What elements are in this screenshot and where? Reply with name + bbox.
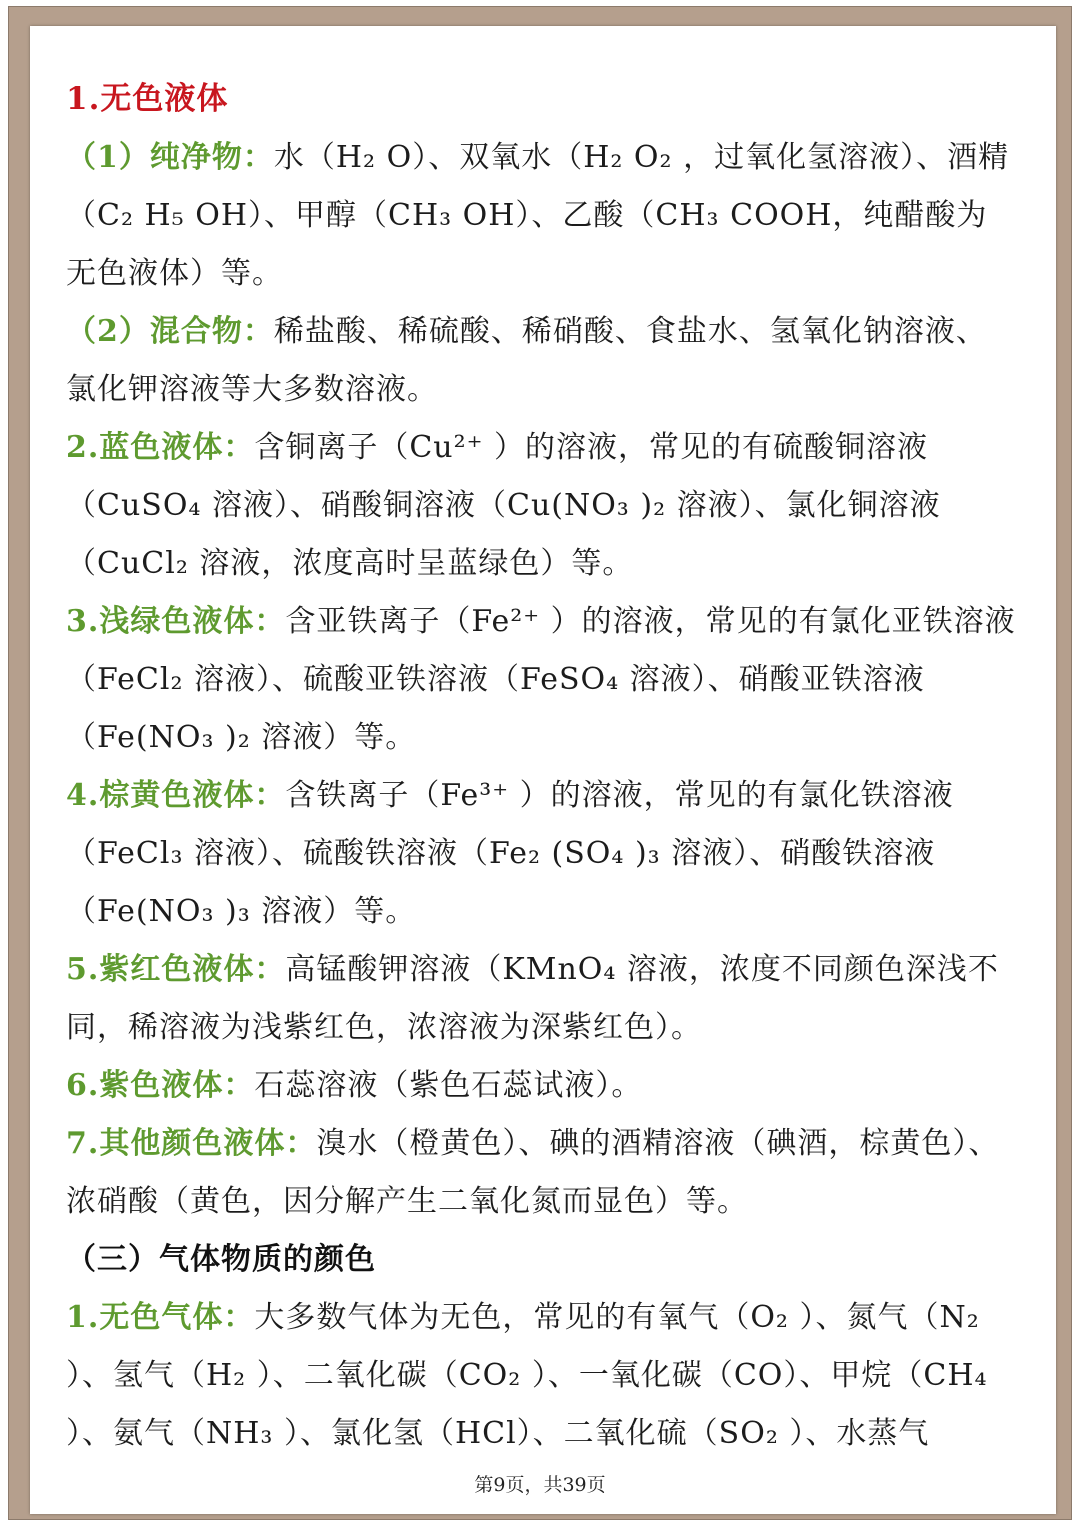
paragraph-colorless-gas — [66, 1289, 1016, 1463]
section-heading-text: （三）气体物质的颜色 — [66, 1242, 376, 1277]
paragraph-purple-red-liquid — [66, 941, 1016, 1057]
paragraph-text: 高锰酸钾溶液（KMnO₄ 溶液，浓度不同颜色深浅不同，稀溶液为浅紫红色，浓溶液为深紫红色）。 — [66, 952, 999, 1045]
paragraph-label: （1）纯净物： — [66, 140, 274, 175]
paragraph-label: 4.棕黄色液体： — [66, 778, 286, 813]
paragraph-purple-liquid — [66, 1057, 1016, 1115]
paragraph-pure-substance — [66, 129, 1016, 303]
paragraph-label: 3.浅绿色液体： — [66, 604, 286, 639]
paragraph-text: 大多数气体为无色，常见的有氧气（O₂ ）、氮气（N₂ ）、氢气（H₂ ）、二氧化碳（CO₂ ）、一氧化碳（CO）、甲烷（CH₄ ）、氨气（NH₃ ）、氯化氢（HCl）、二氧化硫（SO₂ ）、水蒸气 — [66, 1300, 988, 1451]
paragraph-text: 石蕊溶液（紫色石蕊试液）。 — [254, 1068, 643, 1103]
paragraph-text: 含亚铁离子（Fe²⁺ ）的溶液，常见的有氯化亚铁溶液（FeCl₂ 溶液）、硫酸亚铁溶液（FeSO₄ 溶液）、硝酸亚铁溶液（Fe(NO₃ )₂ 溶液）等。 — [66, 604, 1016, 755]
paragraph-blue-liquid — [66, 419, 1016, 593]
paragraph-other-color-liquid — [66, 1115, 1016, 1231]
paragraph-text: 水（H₂ O）、双氧水（H₂ O₂ ，过氧化氢溶液）、酒精（C₂ H₅ OH）、甲醇（CH₃ OH）、乙酸（CH₃ COOH，纯醋酸为无色液体）等。 — [66, 140, 1010, 291]
paragraph-label: 5.紫红色液体： — [66, 952, 286, 987]
paragraph-text: 含铁离子（Fe³⁺ ）的溶液，常见的有氯化铁溶液（FeCl₃ 溶液）、硫酸铁溶液（Fe₂ (SO₄ )₃ 溶液）、硝酸铁溶液（Fe(NO₃ )₃ 溶液）等。 — [66, 778, 954, 929]
paragraph-label: 6.紫色液体： — [66, 1068, 255, 1103]
document-body — [66, 70, 1016, 1463]
heading-text: 1.无色液体 — [66, 81, 229, 117]
heading-colorless-liquid — [66, 70, 1016, 129]
paragraph-label: 2.蓝色液体： — [66, 430, 255, 465]
paragraph-text: 含铜离子（Cu²⁺ ）的溶液，常见的有硫酸铜溶液（CuSO₄ 溶液）、硝酸铜溶液（Cu(NO₃ )₂ 溶液）、氯化铜溶液（CuCl₂ 溶液，浓度高时呈蓝绿色）等。 — [66, 430, 941, 581]
paragraph-label: 7.其他颜色液体： — [66, 1126, 317, 1161]
section-heading-gas-color — [66, 1231, 1016, 1289]
paragraph-mixture — [66, 303, 1016, 419]
paragraph-label: 1.无色气体： — [66, 1300, 255, 1335]
paragraph-light-green-liquid — [66, 593, 1016, 767]
paragraph-text: 稀盐酸、稀硫酸、稀硝酸、食盐水、氢氧化钠溶液、氯化钾溶液等大多数溶液。 — [66, 314, 987, 407]
paragraph-text: 溴水（橙黄色）、碘的酒精溶液（碘酒，棕黄色）、浓硝酸（黄色，因分解产生二氧化氮而显色）等。 — [66, 1126, 1000, 1219]
page-number: 第9页，共39页 — [474, 1474, 606, 1496]
paragraph-brown-yellow-liquid — [66, 767, 1016, 941]
paragraph-label: （2）混合物： — [66, 314, 274, 349]
